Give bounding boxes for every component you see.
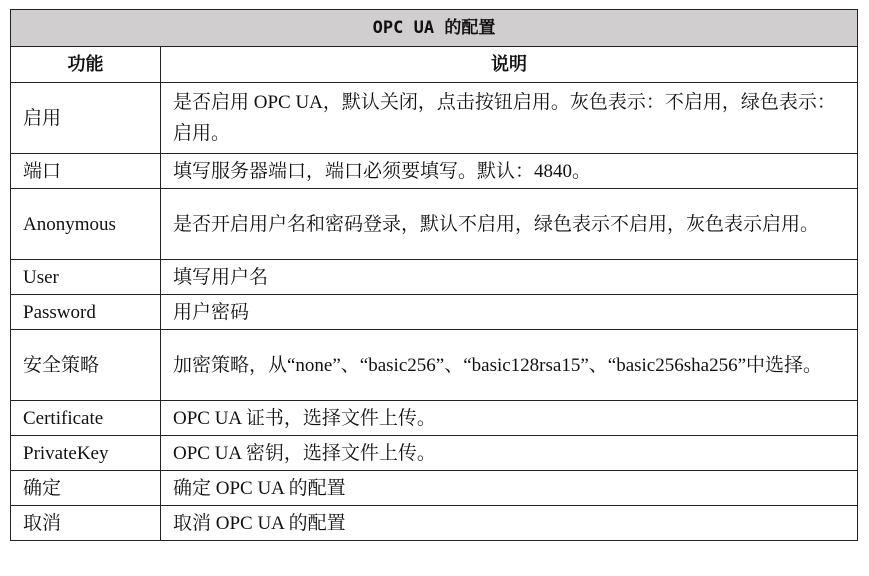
description-cell: 填写用户名 xyxy=(161,260,858,295)
function-cell: 确定 xyxy=(11,471,161,506)
function-cell: 启用 xyxy=(11,83,161,154)
description-cell: OPC UA 证书，选择文件上传。 xyxy=(161,401,858,436)
function-cell: User xyxy=(11,260,161,295)
table-row xyxy=(11,83,858,154)
table-row xyxy=(11,330,858,401)
table-row xyxy=(11,401,858,436)
table-title: OPC UA 的配置 xyxy=(11,10,858,47)
function-cell: Anonymous xyxy=(11,189,161,260)
table-row xyxy=(11,295,858,330)
opc-ua-config-table xyxy=(10,9,858,541)
description-cell: 是否启用 OPC UA，默认关闭，点击按钮启用。灰色表示：不启用，绿色表示：启用。 xyxy=(161,83,858,154)
description-cell: OPC UA 密钥，选择文件上传。 xyxy=(161,436,858,471)
table-row xyxy=(11,506,858,541)
description-cell: 取消 OPC UA 的配置 xyxy=(161,506,858,541)
function-cell: 端口 xyxy=(11,154,161,189)
description-cell: 填写服务器端口，端口必须要填写。默认：4840。 xyxy=(161,154,858,189)
header-description: 说明 xyxy=(161,47,858,83)
table-header-row xyxy=(11,47,858,83)
description-cell: 用户密码 xyxy=(161,295,858,330)
description-cell: 确定 OPC UA 的配置 xyxy=(161,471,858,506)
header-function: 功能 xyxy=(11,47,161,83)
table-row xyxy=(11,189,858,260)
table-row xyxy=(11,154,858,189)
function-cell: Password xyxy=(11,295,161,330)
description-cell: 是否开启用户名和密码登录，默认不启用，绿色表示不启用，灰色表示启用。 xyxy=(161,189,858,260)
table-row xyxy=(11,471,858,506)
table-row xyxy=(11,436,858,471)
description-cell: 加密策略，从“none”、“basic256”、“basic128rsa15”、“basic256sha256”中选择。 xyxy=(161,330,858,401)
table-row xyxy=(11,260,858,295)
table-title-row xyxy=(11,10,858,47)
function-cell: PrivateKey xyxy=(11,436,161,471)
function-cell: 取消 xyxy=(11,506,161,541)
function-cell: Certificate xyxy=(11,401,161,436)
function-cell: 安全策略 xyxy=(11,330,161,401)
